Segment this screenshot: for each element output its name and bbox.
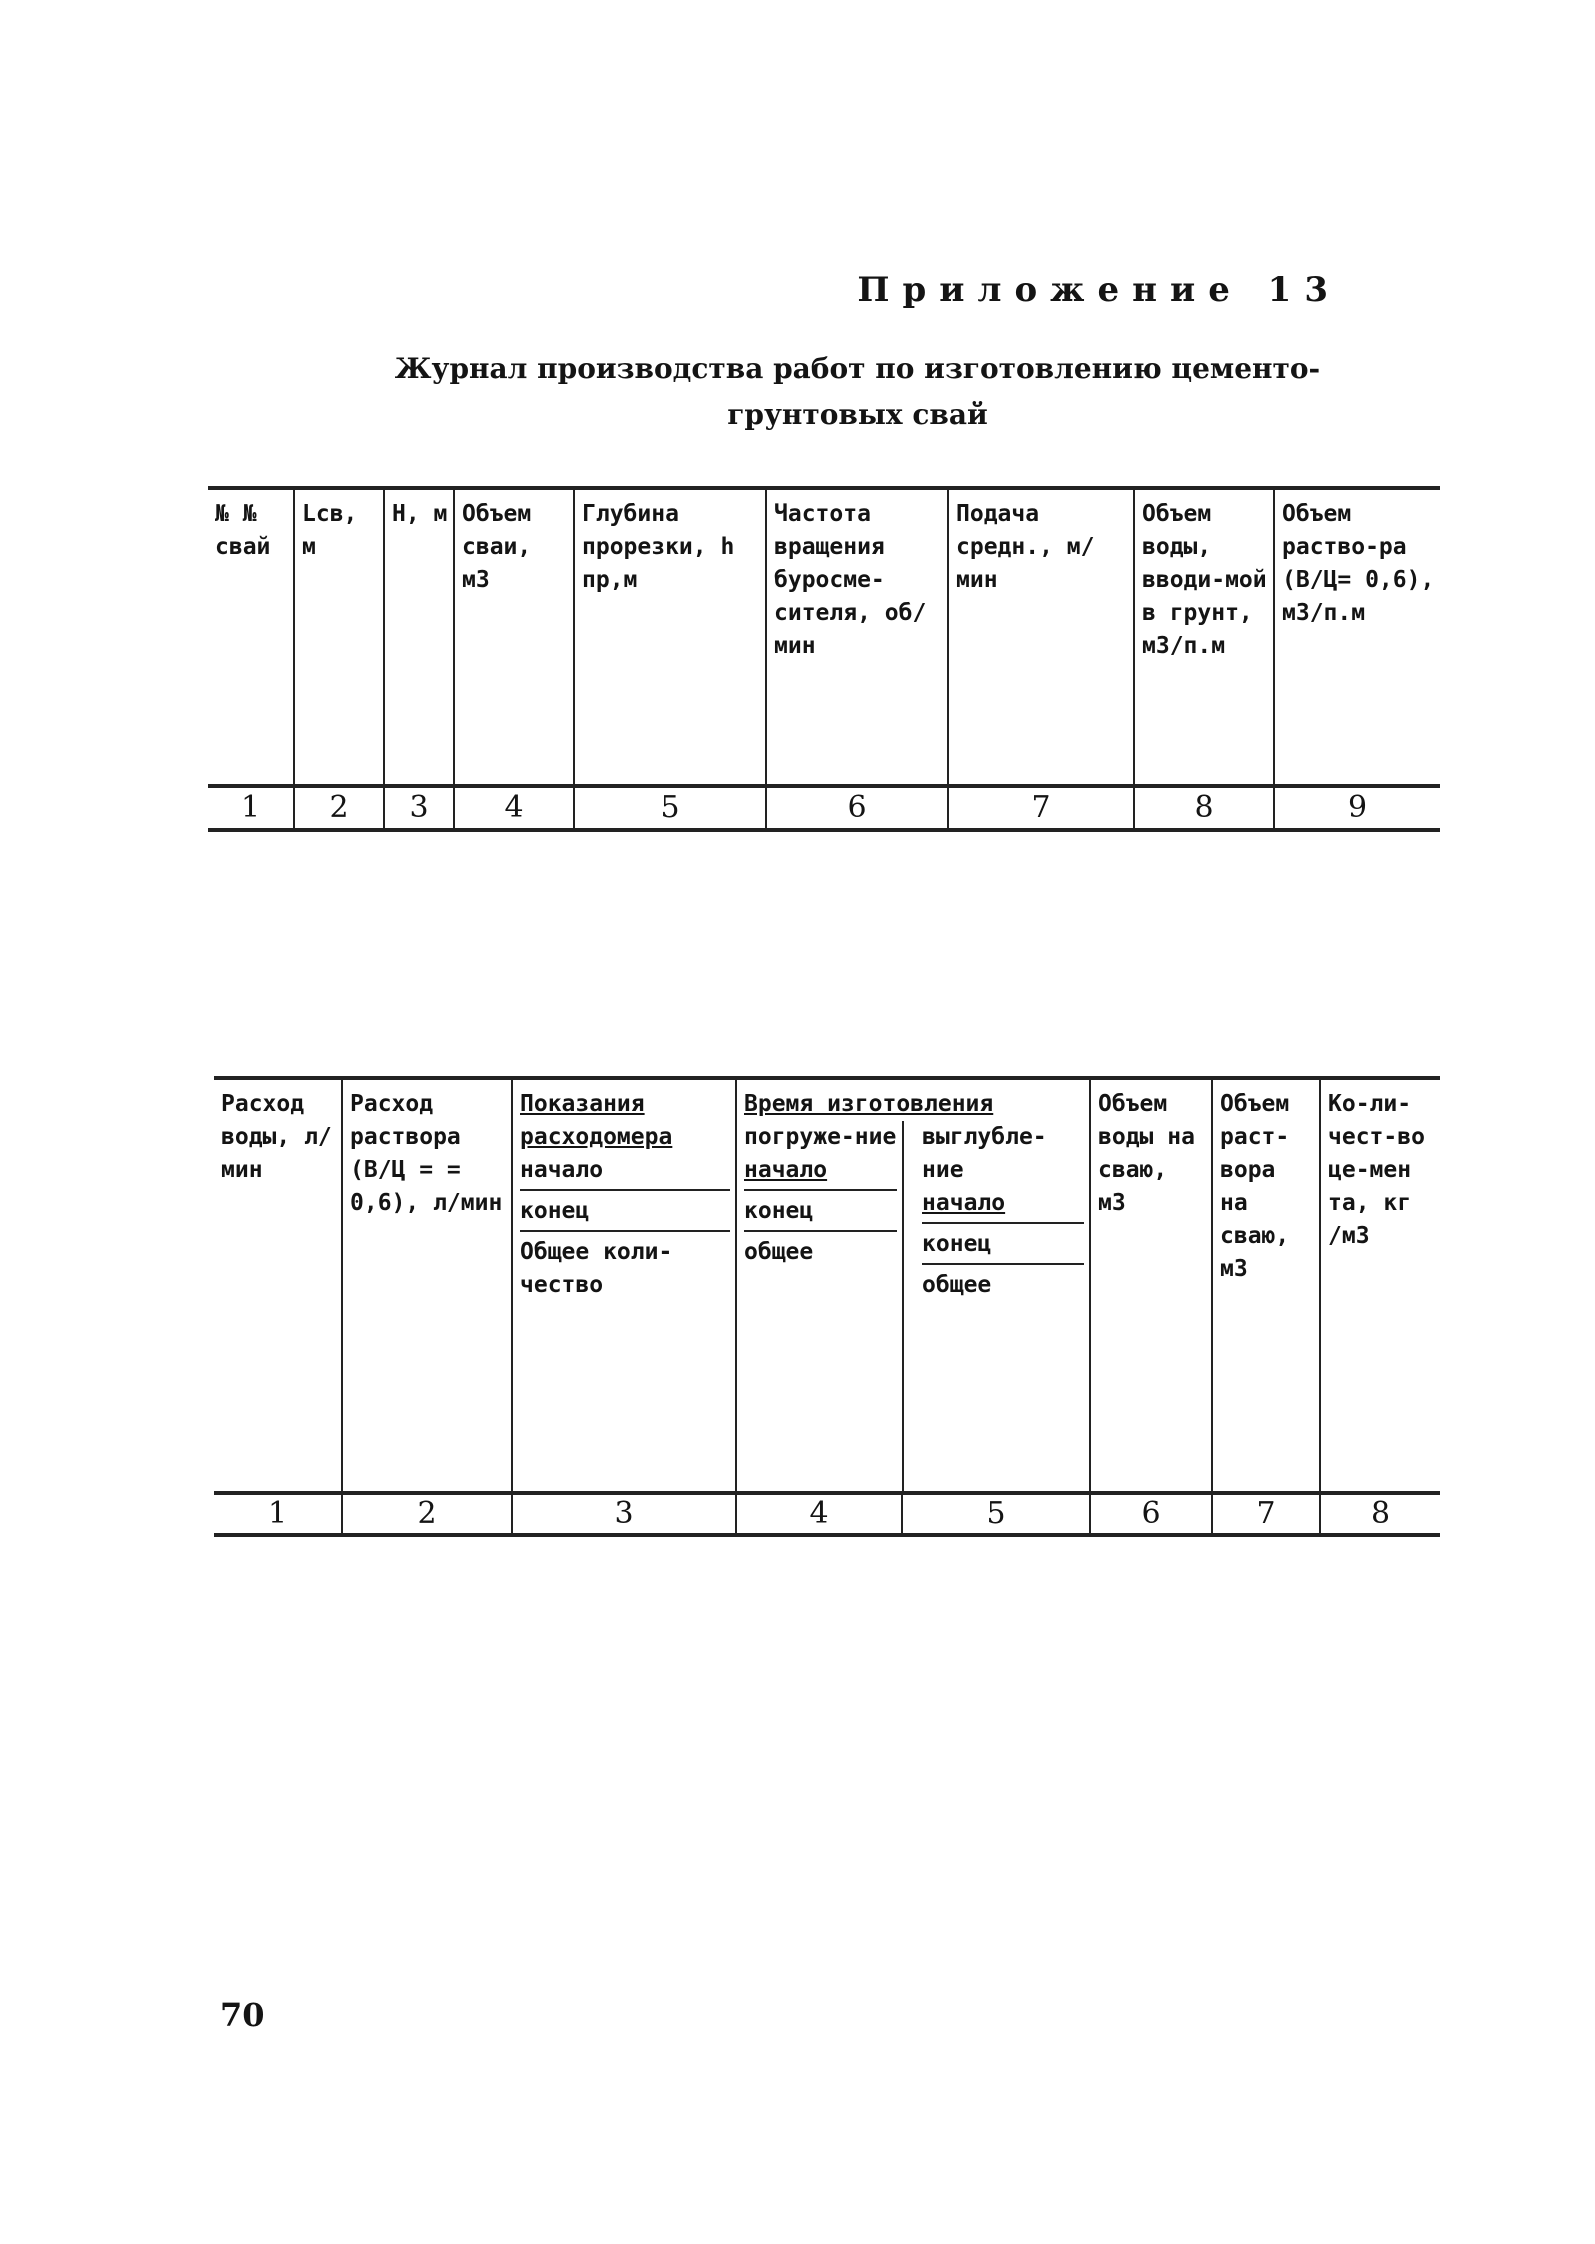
col2-number-4: 4 <box>736 1493 902 1535</box>
journal-table-1 <box>208 486 1440 832</box>
col-cut-depth: Глубина прорезки, h пр,м <box>574 488 766 786</box>
col-average-feed: Подача средн., м/мин <box>948 488 1134 786</box>
immersion-group <box>737 1121 902 1491</box>
col-number-5: 5 <box>574 786 766 830</box>
flowmeter-header: Показания расходомера <box>520 1091 673 1150</box>
col2-number-2: 2 <box>342 1493 512 1535</box>
extraction-total: общее <box>922 1263 1084 1302</box>
col-pile-length: Lсв, м <box>294 488 384 786</box>
col2-number-8: 8 <box>1320 1493 1440 1535</box>
extraction-label: выглубле-ние <box>922 1124 1047 1183</box>
col-solution-consumption: Расход раствора (В/Ц = = 0,6), л/мин <box>342 1078 512 1493</box>
flowmeter-total: Общее коли-чество <box>520 1230 730 1302</box>
manufacturing-time-header: Время изготовления <box>744 1091 994 1117</box>
col2-number-7: 7 <box>1212 1493 1320 1535</box>
col-number-9: 9 <box>1274 786 1440 830</box>
col2-number-3: 3 <box>512 1493 736 1535</box>
col-pile-number: № № свай <box>208 488 294 786</box>
page-number: 70 <box>220 1996 265 2034</box>
col2-number-1: 1 <box>214 1493 342 1535</box>
col-water-per-pile: Объем воды на сваю, м3 <box>1090 1078 1212 1493</box>
immersion-start: начало <box>744 1157 828 1183</box>
col-solution-per-pile: Объем раст-вора на сваю, м3 <box>1212 1078 1320 1493</box>
flowmeter-end: конец <box>520 1189 730 1228</box>
col-number-6: 6 <box>766 786 948 830</box>
col-height: H, м <box>384 488 454 786</box>
journal-table-2 <box>214 1076 1440 1537</box>
col2-number-6: 6 <box>1090 1493 1212 1535</box>
col-rotation-frequency: Частота вращения буросме-сителя, об/мин <box>766 488 948 786</box>
col-number-7: 7 <box>948 786 1134 830</box>
col-water-volume: Объем воды, вводи-мой в грунт, м3/п.м <box>1134 488 1274 786</box>
col-number-2: 2 <box>294 786 384 830</box>
col-pile-volume: Объем сваи, м3 <box>454 488 574 786</box>
appendix-heading: Приложение 13 <box>857 270 1341 310</box>
immersion-end: конец <box>744 1189 897 1228</box>
immersion-label: погруже-ние <box>744 1124 897 1150</box>
immersion-total: общее <box>744 1230 897 1269</box>
col-number-1: 1 <box>208 786 294 830</box>
flowmeter-start: начало <box>520 1157 604 1183</box>
journal-title-line-1: Журнал производства работ по изготовлению цементо- <box>394 352 1321 385</box>
col-water-consumption: Расход воды, л/мин <box>214 1078 342 1493</box>
col-solution-volume: Объем раство-ра (В/Ц= 0,6), м3/п.м <box>1274 488 1440 786</box>
col-cement-amount: Ко-ли-чест-во це-мен та, кг /м3 <box>1320 1078 1440 1493</box>
extraction-end: конец <box>922 1222 1084 1261</box>
col-number-8: 8 <box>1134 786 1274 830</box>
col-number-3: 3 <box>384 786 454 830</box>
col-number-4: 4 <box>454 786 574 830</box>
extraction-group <box>902 1121 1089 1491</box>
col2-number-5: 5 <box>902 1493 1090 1535</box>
col-flowmeter-readings <box>512 1078 736 1493</box>
col-manufacturing-time <box>736 1078 1090 1493</box>
extraction-start: начало <box>922 1190 1006 1216</box>
journal-title-line-2: грунтовых свай <box>727 398 988 431</box>
